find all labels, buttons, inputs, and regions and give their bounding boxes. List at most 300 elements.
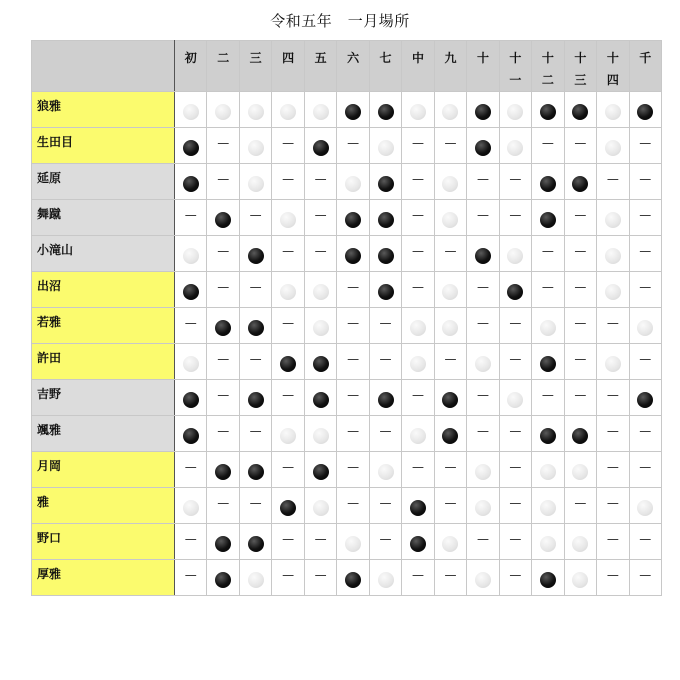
result-cell xyxy=(564,524,596,560)
result-cell xyxy=(272,560,304,596)
wrestler-name-cell xyxy=(32,524,175,560)
result-cell xyxy=(207,200,239,236)
win-black-circle-icon xyxy=(215,572,231,588)
result-cell xyxy=(532,524,564,560)
result-cell xyxy=(402,92,434,128)
win-black-circle-icon xyxy=(475,104,491,120)
result-cell xyxy=(402,344,434,380)
result-cell xyxy=(467,524,499,560)
rest-dash: — xyxy=(476,532,489,546)
result-cell xyxy=(304,164,336,200)
win-black-circle-icon xyxy=(345,248,361,264)
result-cell xyxy=(499,488,531,524)
loss-white-circle-icon xyxy=(410,320,426,336)
win-black-circle-icon xyxy=(378,104,394,120)
loss-white-circle-icon xyxy=(507,104,523,120)
rest-dash: — xyxy=(379,316,392,330)
result-cell xyxy=(207,92,239,128)
win-black-circle-icon xyxy=(475,140,491,156)
win-black-circle-icon xyxy=(378,392,394,408)
result-cell xyxy=(629,380,661,416)
loss-white-circle-icon xyxy=(313,104,329,120)
result-cell xyxy=(402,416,434,452)
result-cell xyxy=(402,308,434,344)
result-cell xyxy=(564,272,596,308)
win-black-circle-icon xyxy=(345,572,361,588)
result-cell xyxy=(629,344,661,380)
rest-dash: — xyxy=(282,316,295,330)
result-cell xyxy=(467,416,499,452)
wrestler-name: 颯雅 xyxy=(37,423,62,437)
day-header xyxy=(499,41,531,92)
win-black-circle-icon xyxy=(540,356,556,372)
result-cell xyxy=(434,452,466,488)
rest-dash: — xyxy=(476,424,489,438)
result-cell xyxy=(304,452,336,488)
result-cell xyxy=(207,452,239,488)
rest-dash: — xyxy=(444,244,457,258)
rest-dash: — xyxy=(282,568,295,582)
result-cell xyxy=(369,92,401,128)
wrestler-name-cell xyxy=(32,164,175,200)
result-cell xyxy=(532,236,564,272)
result-cell xyxy=(402,488,434,524)
rest-dash: — xyxy=(476,208,489,222)
loss-white-circle-icon xyxy=(183,104,199,120)
loss-white-circle-icon xyxy=(313,320,329,336)
result-cell xyxy=(467,236,499,272)
wrestler-name-cell xyxy=(32,560,175,596)
day-header xyxy=(207,41,239,92)
result-cell xyxy=(337,380,369,416)
result-cell xyxy=(175,560,207,596)
wrestler-row xyxy=(32,344,662,380)
result-cell xyxy=(467,380,499,416)
result-cell xyxy=(564,92,596,128)
result-cell xyxy=(337,344,369,380)
loss-white-circle-icon xyxy=(507,248,523,264)
win-black-circle-icon xyxy=(215,212,231,228)
loss-white-circle-icon xyxy=(540,464,556,480)
result-cell xyxy=(499,236,531,272)
rest-dash: — xyxy=(606,532,619,546)
win-black-circle-icon xyxy=(442,428,458,444)
result-cell xyxy=(239,164,271,200)
rest-dash: — xyxy=(347,388,360,402)
result-cell xyxy=(402,236,434,272)
win-black-circle-icon xyxy=(410,536,426,552)
result-cell xyxy=(629,488,661,524)
result-cell xyxy=(239,380,271,416)
rest-dash: — xyxy=(217,136,230,150)
rest-dash: — xyxy=(217,496,230,510)
day-label: 十 四 xyxy=(606,51,619,87)
loss-white-circle-icon xyxy=(410,356,426,372)
result-cell xyxy=(467,308,499,344)
rest-dash: — xyxy=(476,280,489,294)
result-cell xyxy=(532,128,564,164)
day-header xyxy=(402,41,434,92)
result-cell xyxy=(239,560,271,596)
result-cell xyxy=(402,380,434,416)
rest-dash: — xyxy=(444,568,457,582)
day-label: 十 xyxy=(476,51,489,65)
rest-dash: — xyxy=(444,460,457,474)
result-cell xyxy=(564,452,596,488)
win-black-circle-icon xyxy=(183,284,199,300)
rest-dash: — xyxy=(217,172,230,186)
result-cell xyxy=(629,200,661,236)
result-cell xyxy=(369,380,401,416)
rest-dash: — xyxy=(444,136,457,150)
result-cell xyxy=(597,128,629,164)
loss-white-circle-icon xyxy=(442,536,458,552)
loss-white-circle-icon xyxy=(605,356,621,372)
result-cell xyxy=(272,272,304,308)
rest-dash: — xyxy=(184,568,197,582)
result-cell xyxy=(532,308,564,344)
result-cell xyxy=(564,560,596,596)
result-cell xyxy=(564,236,596,272)
win-black-circle-icon xyxy=(572,104,588,120)
loss-white-circle-icon xyxy=(280,428,296,444)
loss-white-circle-icon xyxy=(540,536,556,552)
result-cell xyxy=(207,308,239,344)
result-cell xyxy=(207,416,239,452)
wrestler-name: 野口 xyxy=(37,531,62,545)
result-cell xyxy=(467,272,499,308)
day-header xyxy=(337,41,369,92)
rest-dash: — xyxy=(541,280,554,294)
result-cell xyxy=(467,344,499,380)
rest-dash: — xyxy=(509,316,522,330)
loss-white-circle-icon xyxy=(313,500,329,516)
result-cell xyxy=(239,128,271,164)
rest-dash: — xyxy=(412,136,425,150)
day-header xyxy=(467,41,499,92)
rest-dash: — xyxy=(314,172,327,186)
win-black-circle-icon xyxy=(507,284,523,300)
rest-dash: — xyxy=(379,424,392,438)
result-cell xyxy=(564,200,596,236)
rest-dash: — xyxy=(574,208,587,222)
result-cell xyxy=(564,308,596,344)
rest-dash: — xyxy=(639,424,652,438)
wrestler-name: 許田 xyxy=(37,351,62,365)
result-cell xyxy=(207,380,239,416)
rest-dash: — xyxy=(412,280,425,294)
rest-dash: — xyxy=(347,496,360,510)
rest-dash: — xyxy=(639,280,652,294)
rest-dash: — xyxy=(639,568,652,582)
win-black-circle-icon xyxy=(248,536,264,552)
rest-dash: — xyxy=(282,460,295,474)
result-cell xyxy=(434,524,466,560)
loss-white-circle-icon xyxy=(637,500,653,516)
rest-dash: — xyxy=(184,208,197,222)
result-cell xyxy=(597,92,629,128)
rest-dash: — xyxy=(509,496,522,510)
loss-white-circle-icon xyxy=(378,140,394,156)
result-cell xyxy=(369,164,401,200)
loss-white-circle-icon xyxy=(442,176,458,192)
loss-white-circle-icon xyxy=(442,284,458,300)
result-cell xyxy=(369,416,401,452)
rest-dash: — xyxy=(574,136,587,150)
result-cell xyxy=(499,416,531,452)
result-cell xyxy=(597,164,629,200)
wrestler-name: 小滝山 xyxy=(37,243,74,257)
result-cell xyxy=(434,380,466,416)
result-cell xyxy=(304,380,336,416)
rest-dash: — xyxy=(639,532,652,546)
result-cell xyxy=(369,308,401,344)
day-label: 七 xyxy=(379,51,392,65)
wrestler-name: 生田目 xyxy=(37,135,74,149)
rest-dash: — xyxy=(217,388,230,402)
result-cell xyxy=(272,128,304,164)
rest-dash: — xyxy=(509,424,522,438)
wrestler-name-cell xyxy=(32,416,175,452)
result-cell xyxy=(337,560,369,596)
result-cell xyxy=(337,416,369,452)
win-black-circle-icon xyxy=(540,572,556,588)
wrestler-name-cell xyxy=(32,380,175,416)
rest-dash: — xyxy=(249,208,262,222)
result-cell xyxy=(434,560,466,596)
win-black-circle-icon xyxy=(378,284,394,300)
result-cell xyxy=(629,452,661,488)
result-cell xyxy=(175,128,207,164)
loss-white-circle-icon xyxy=(183,248,199,264)
wrestler-name: 狼雅 xyxy=(37,99,62,113)
result-cell xyxy=(239,200,271,236)
rest-dash: — xyxy=(314,208,327,222)
result-cell xyxy=(597,380,629,416)
rest-dash: — xyxy=(574,388,587,402)
result-cell xyxy=(369,452,401,488)
result-cell xyxy=(207,524,239,560)
result-cell xyxy=(434,272,466,308)
result-cell xyxy=(467,128,499,164)
wrestler-row xyxy=(32,452,662,488)
win-black-circle-icon xyxy=(378,212,394,228)
result-cell xyxy=(175,308,207,344)
rest-dash: — xyxy=(476,388,489,402)
rest-dash: — xyxy=(282,532,295,546)
rest-dash: — xyxy=(606,316,619,330)
loss-white-circle-icon xyxy=(605,248,621,264)
day-header xyxy=(434,41,466,92)
result-cell xyxy=(434,164,466,200)
result-cell xyxy=(434,416,466,452)
result-cell xyxy=(532,452,564,488)
day-header xyxy=(369,41,401,92)
rest-dash: — xyxy=(217,424,230,438)
result-cell xyxy=(499,560,531,596)
result-cell xyxy=(175,272,207,308)
rest-dash: — xyxy=(541,136,554,150)
rest-dash: — xyxy=(282,172,295,186)
result-cell xyxy=(499,272,531,308)
rest-dash: — xyxy=(509,568,522,582)
result-cell xyxy=(337,524,369,560)
result-cell xyxy=(304,272,336,308)
win-black-circle-icon xyxy=(248,320,264,336)
result-cell xyxy=(272,488,304,524)
result-cell xyxy=(564,416,596,452)
result-cell xyxy=(337,272,369,308)
result-cell xyxy=(369,524,401,560)
day-label: 十 三 xyxy=(574,51,587,87)
wrestler-name-cell xyxy=(32,236,175,272)
loss-white-circle-icon xyxy=(507,392,523,408)
rest-dash: — xyxy=(541,244,554,258)
result-cell xyxy=(499,128,531,164)
result-cell xyxy=(434,344,466,380)
result-cell xyxy=(239,488,271,524)
loss-white-circle-icon xyxy=(183,500,199,516)
wrestler-row xyxy=(32,380,662,416)
result-cell xyxy=(532,344,564,380)
result-cell xyxy=(629,128,661,164)
rest-dash: — xyxy=(282,136,295,150)
result-cell xyxy=(272,200,304,236)
win-black-circle-icon xyxy=(345,212,361,228)
rest-dash: — xyxy=(509,352,522,366)
win-black-circle-icon xyxy=(540,212,556,228)
result-cell xyxy=(564,380,596,416)
win-black-circle-icon xyxy=(637,104,653,120)
result-cell xyxy=(272,236,304,272)
result-cell xyxy=(304,308,336,344)
result-cell xyxy=(434,308,466,344)
rest-dash: — xyxy=(574,280,587,294)
rest-dash: — xyxy=(639,460,652,474)
win-black-circle-icon xyxy=(540,428,556,444)
loss-white-circle-icon xyxy=(215,104,231,120)
result-cell xyxy=(629,236,661,272)
rest-dash: — xyxy=(249,424,262,438)
rest-dash: — xyxy=(184,460,197,474)
rest-dash: — xyxy=(282,244,295,258)
result-cell xyxy=(239,236,271,272)
loss-white-circle-icon xyxy=(540,320,556,336)
result-cell xyxy=(532,488,564,524)
wrestler-name: 舞蹴 xyxy=(37,207,62,221)
loss-white-circle-icon xyxy=(410,428,426,444)
wrestler-name: 雅 xyxy=(37,495,50,509)
result-cell xyxy=(467,488,499,524)
result-cell xyxy=(597,488,629,524)
result-cell xyxy=(629,164,661,200)
result-cell xyxy=(239,344,271,380)
result-cell xyxy=(272,164,304,200)
loss-white-circle-icon xyxy=(475,500,491,516)
result-cell xyxy=(207,488,239,524)
result-cell xyxy=(304,236,336,272)
result-cell xyxy=(467,452,499,488)
wrestler-name: 吉野 xyxy=(37,387,62,401)
result-cell xyxy=(499,200,531,236)
loss-white-circle-icon xyxy=(605,284,621,300)
win-black-circle-icon xyxy=(572,428,588,444)
loss-white-circle-icon xyxy=(313,428,329,444)
rest-dash: — xyxy=(476,316,489,330)
result-cell xyxy=(369,200,401,236)
win-black-circle-icon xyxy=(248,248,264,264)
result-cell xyxy=(272,308,304,344)
win-black-circle-icon xyxy=(248,464,264,480)
result-cell xyxy=(597,524,629,560)
rest-dash: — xyxy=(606,568,619,582)
loss-white-circle-icon xyxy=(248,572,264,588)
result-cell xyxy=(175,488,207,524)
rest-dash: — xyxy=(412,460,425,474)
result-cell xyxy=(597,416,629,452)
result-cell xyxy=(239,308,271,344)
rest-dash: — xyxy=(606,424,619,438)
rest-dash: — xyxy=(574,244,587,258)
rest-dash: — xyxy=(509,172,522,186)
rest-dash: — xyxy=(217,244,230,258)
rest-dash: — xyxy=(509,208,522,222)
result-cell xyxy=(337,308,369,344)
result-cell xyxy=(532,164,564,200)
loss-white-circle-icon xyxy=(540,500,556,516)
result-cell xyxy=(434,200,466,236)
loss-white-circle-icon xyxy=(442,212,458,228)
result-cell xyxy=(239,92,271,128)
result-cell xyxy=(369,488,401,524)
rest-dash: — xyxy=(314,532,327,546)
loss-white-circle-icon xyxy=(378,572,394,588)
wrestler-name-cell xyxy=(32,92,175,128)
day-label: 五 xyxy=(314,51,327,65)
result-cell xyxy=(532,560,564,596)
rest-dash: — xyxy=(606,460,619,474)
rest-dash: — xyxy=(379,532,392,546)
results-table xyxy=(31,40,662,596)
rest-dash: — xyxy=(639,352,652,366)
result-cell xyxy=(272,524,304,560)
result-cell xyxy=(304,416,336,452)
loss-white-circle-icon xyxy=(507,140,523,156)
result-cell xyxy=(402,128,434,164)
wrestler-row xyxy=(32,272,662,308)
rest-dash: — xyxy=(606,172,619,186)
loss-white-circle-icon xyxy=(605,140,621,156)
result-cell xyxy=(434,128,466,164)
result-cell xyxy=(337,200,369,236)
result-cell xyxy=(304,524,336,560)
result-cell xyxy=(532,200,564,236)
result-cell xyxy=(597,452,629,488)
win-black-circle-icon xyxy=(442,392,458,408)
result-cell xyxy=(239,272,271,308)
loss-white-circle-icon xyxy=(345,176,361,192)
day-header xyxy=(272,41,304,92)
result-cell xyxy=(337,236,369,272)
win-black-circle-icon xyxy=(572,176,588,192)
result-cell xyxy=(239,416,271,452)
wrestler-row xyxy=(32,92,662,128)
day-label: 十 二 xyxy=(541,51,554,87)
win-black-circle-icon xyxy=(313,356,329,372)
loss-white-circle-icon xyxy=(248,140,264,156)
result-cell xyxy=(532,380,564,416)
loss-white-circle-icon xyxy=(572,572,588,588)
